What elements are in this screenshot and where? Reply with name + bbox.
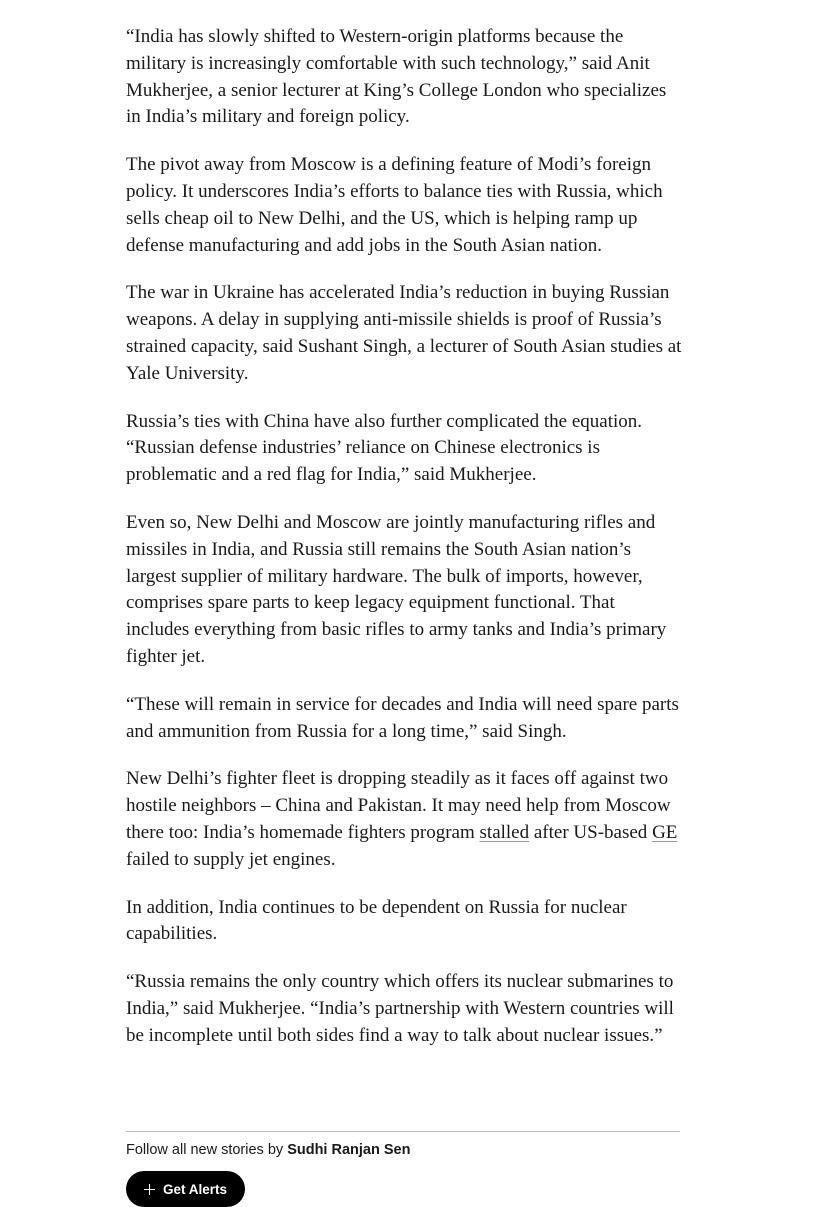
get-alerts-button[interactable]: [126, 1171, 245, 1207]
article-paragraph: Even so, New Delhi and Moscow are jointly manufacturing rifles and missiles in India, and Russia still remains the South Asian nation’s largest supplier of military hardware. The bulk of imports, however, comprises spare parts to keep legacy equipment functional. That includes everything from basic rifles to army tanks and India’s primary fighter jet.: [126, 511, 667, 667]
article-paragraph: Russia’s ties with China have also further complicated the equation. “Russian defense industries’ reliance on Chinese electronics is problematic and a red flag for India,” said Mukherjee.: [126, 410, 643, 486]
article-paragraph: The pivot away from Moscow is a defining feature of Modi’s foreign policy. It underscores India’s efforts to balance ties with Russia, which sells cheap oil to New Delhi, and the US, which is helping ramp up defense manufacturing and add jobs in the South Asian nation.: [126, 154, 663, 256]
stalled-link[interactable]: stalled: [479, 821, 530, 843]
paragraph-text: New Delhi’s fighter fleet is dropping steadily as it faces off against two hostile neighbors – China and Pakistan. It may need help from Moscow there too: India’s homemade fighters program: [126, 768, 671, 843]
plus-icon: [144, 1184, 155, 1195]
article-body: [126, 24, 682, 1071]
paragraph-text: after US-based: [529, 821, 653, 843]
get-alerts-label: Get Alerts: [162, 1181, 228, 1197]
article-paragraph: “Russia remains the only country which offers its nuclear submarines to India,” said Mukherjee. “India’s partnership with Western countries will be incomplete until both sides find a way to talk about nuclear issues.”: [126, 971, 674, 1046]
article-paragraph: The war in Ukraine has accelerated India’s reduction in buying Russian weapons. A delay in supplying anti-missile shields is proof of Russia’s strained capacity, said Sushant Singh, a lecturer of South Asian studies at Yale University.: [126, 282, 682, 384]
article-paragraph: “These will remain in service for decades and India will need spare parts and ammunition from Russia for a long time,” said Singh.: [126, 693, 679, 742]
follow-author-text: [126, 1142, 410, 1158]
article-paragraph: [126, 766, 682, 873]
ge-link[interactable]: GE: [652, 821, 678, 843]
author-name[interactable]: Sudhi Ranjan Sen: [287, 1142, 411, 1158]
article-paragraph: In addition, India continues to be dependent on Russia for nuclear capabilities.: [126, 896, 627, 945]
section-divider: [126, 1131, 680, 1132]
follow-prefix: Follow all new stories by: [126, 1142, 284, 1158]
article-paragraph: “India has slowly shifted to Western-origin platforms because the military is increasingly comfortable with such technology,” said Anit Mukherjee, a senior lecturer at King’s College London who specializes in India’s military and foreign policy.: [126, 26, 667, 128]
paragraph-text: failed to supply jet engines.: [126, 848, 336, 870]
